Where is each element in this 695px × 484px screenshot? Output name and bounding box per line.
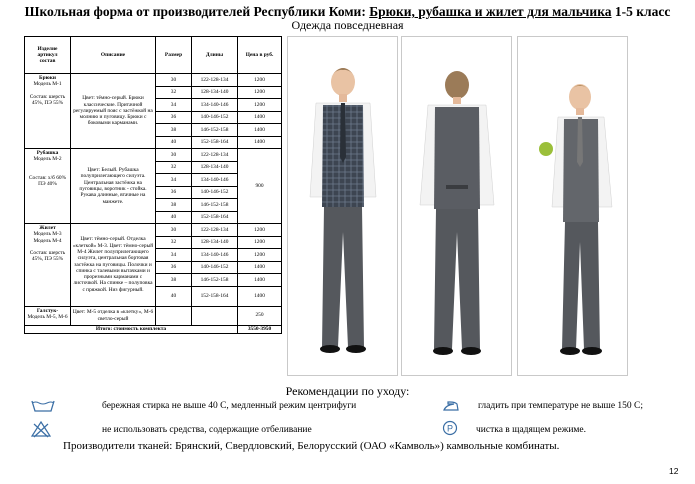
table-row [25, 306, 282, 325]
length-cell: 140-146-152 [192, 111, 238, 124]
tie-description: Цвет: М-5 отделка в «клетку», М-6 светло-серый [71, 306, 156, 325]
length-cell: 152-158-164 [192, 286, 238, 306]
length-cell: 122-128-134 [192, 149, 238, 162]
size-cell: 40 [156, 136, 192, 149]
price-cell: 1200 [238, 249, 282, 262]
fabric-producers: Производители тканей: Брянский, Свердловский, Белорусский (ОАО «Камволь») камвольные комбинаты. [63, 440, 560, 452]
size-cell: 38 [156, 199, 192, 212]
price-cell: 1200 [238, 224, 282, 237]
vest-description: Цвет: тёмно-серый. Отделка «клеткой» М-3. Цвет: тёмно-серый М-4 Жилет полуприлегающего силуэта, центральная бортовая застёжка на пуговицы. Полочки и спинка с талевыми вытачками и прорезными карманами с листочкой. На спинке – полуповка с пряжкой. Низ фигурный. [71, 224, 156, 307]
photo-back-view [402, 37, 511, 375]
price-cell: 1400 [238, 286, 282, 306]
price-cell: 1200 [238, 86, 282, 99]
iron-icon [442, 400, 460, 412]
length-cell: 128-134-140 [192, 86, 238, 99]
header-length: Длины [192, 37, 238, 74]
length-cell [192, 306, 238, 325]
price-cell: 1200 [238, 236, 282, 249]
size-cell: 36 [156, 261, 192, 274]
table-row [25, 224, 282, 237]
length-cell: 122-128-134 [192, 74, 238, 87]
size-cell: 34 [156, 174, 192, 187]
length-cell: 146-152-158 [192, 274, 238, 287]
length-cell: 152-158-164 [192, 136, 238, 149]
size-cell: 30 [156, 224, 192, 237]
spec-table [24, 36, 282, 334]
length-cell: 134-140-146 [192, 249, 238, 262]
care-title: Рекомендации по уходу: [285, 384, 410, 398]
care-bleach-text: не использовать средства, содержащие отбеливание [102, 425, 312, 435]
size-cell: 36 [156, 186, 192, 199]
header-description: Описание [71, 37, 156, 74]
length-cell: 122-128-134 [192, 224, 238, 237]
size-cell: 36 [156, 111, 192, 124]
wash-40-icon [30, 399, 56, 413]
total-value: 3550-3950 [238, 325, 282, 333]
header-item: Изделие артикул состав [25, 37, 71, 74]
size-cell: 34 [156, 249, 192, 262]
price-cell: 1200 [238, 74, 282, 87]
tie-item-cell: Галстук- Модель М-5, М-6 [25, 306, 71, 325]
boy-figure-apple [518, 37, 627, 375]
price-cell: 1400 [238, 111, 282, 124]
dryclean-p-icon [442, 420, 458, 436]
size-cell: 40 [156, 286, 192, 306]
size-cell: 34 [156, 99, 192, 112]
size-cell: 32 [156, 86, 192, 99]
trousers-description: Цвет: тёмно-серый. Брюки классические. Притачной регулируемый пояс с застёжкой на молнию и пуговицу. Брюки с боковыми карманами. [71, 74, 156, 149]
boy-figure-front [288, 37, 397, 375]
length-cell: 128-134-140 [192, 161, 238, 174]
length-cell: 140-146-152 [192, 261, 238, 274]
length-cell: 146-152-158 [192, 124, 238, 137]
price-cell: 1400 [238, 124, 282, 137]
care-iron-text: гладить при температуре не выше 150 С; [478, 401, 644, 411]
header-price: Цена в руб. [238, 37, 282, 74]
vest-item-cell: Жилет Модель М-3 Модель М-4 Состав: шерсть 45%, ПЭ 55% [25, 224, 71, 307]
length-cell: 134-140-146 [192, 174, 238, 187]
care-wash-text: бережная стирка не выше 40 С, медленный режим центрифуги [102, 401, 357, 411]
care-dryclean-text: чистка в щадящем режиме. [476, 425, 587, 435]
no-bleach-icon [30, 420, 52, 438]
size-cell: 32 [156, 161, 192, 174]
page-subtitle: Одежда повседневная [291, 18, 404, 32]
size-cell [156, 306, 192, 325]
size-cell: 30 [156, 149, 192, 162]
photo-front-checked-vest [288, 37, 397, 375]
price-cell: 1400 [238, 261, 282, 274]
page-number: 12 [669, 466, 679, 476]
shirt-description: Цвет: Белый. Рубашка полуприлегающего силуэта. Центральная застёжка на пуговицы, воротник - стойка. Рукава длинные, втачные на манжете. [71, 149, 156, 224]
dryclean-letter: P [446, 423, 454, 434]
total-row [25, 325, 282, 333]
price-cell: 1400 [238, 274, 282, 287]
table-header-row [25, 37, 282, 74]
size-cell: 40 [156, 211, 192, 224]
table-row [25, 149, 282, 162]
length-cell: 140-146-152 [192, 186, 238, 199]
page-title: Школьная форма от производителей Республики Коми: Брюки, рубашка и жилет для мальчика 1-5 класс [24, 4, 671, 19]
header-size: Размер [156, 37, 192, 74]
size-cell: 38 [156, 124, 192, 137]
shirt-item-cell: Рубашка Модель М-2 Состав: х/б 60% ПЭ 40% [25, 149, 71, 224]
price-cell: 250 [238, 306, 282, 325]
length-cell: 146-152-158 [192, 199, 238, 212]
length-cell: 134-140-146 [192, 99, 238, 112]
photo-front-gray-vest [518, 37, 627, 375]
size-cell: 32 [156, 236, 192, 249]
trousers-item-cell: Брюки Модель М-1 Состав: шерсть 45%, ПЭ 55% [25, 74, 71, 149]
price-cell: 1400 [238, 136, 282, 149]
length-cell: 128-134-140 [192, 236, 238, 249]
table-row [25, 74, 282, 87]
price-cell: 1200 [238, 99, 282, 112]
total-label: Итого: стоимость комплекта [25, 325, 238, 333]
price-cell: 900 [238, 149, 282, 224]
length-cell: 152-158-164 [192, 211, 238, 224]
size-cell: 30 [156, 74, 192, 87]
size-cell: 38 [156, 274, 192, 287]
boy-figure-back [402, 37, 511, 375]
